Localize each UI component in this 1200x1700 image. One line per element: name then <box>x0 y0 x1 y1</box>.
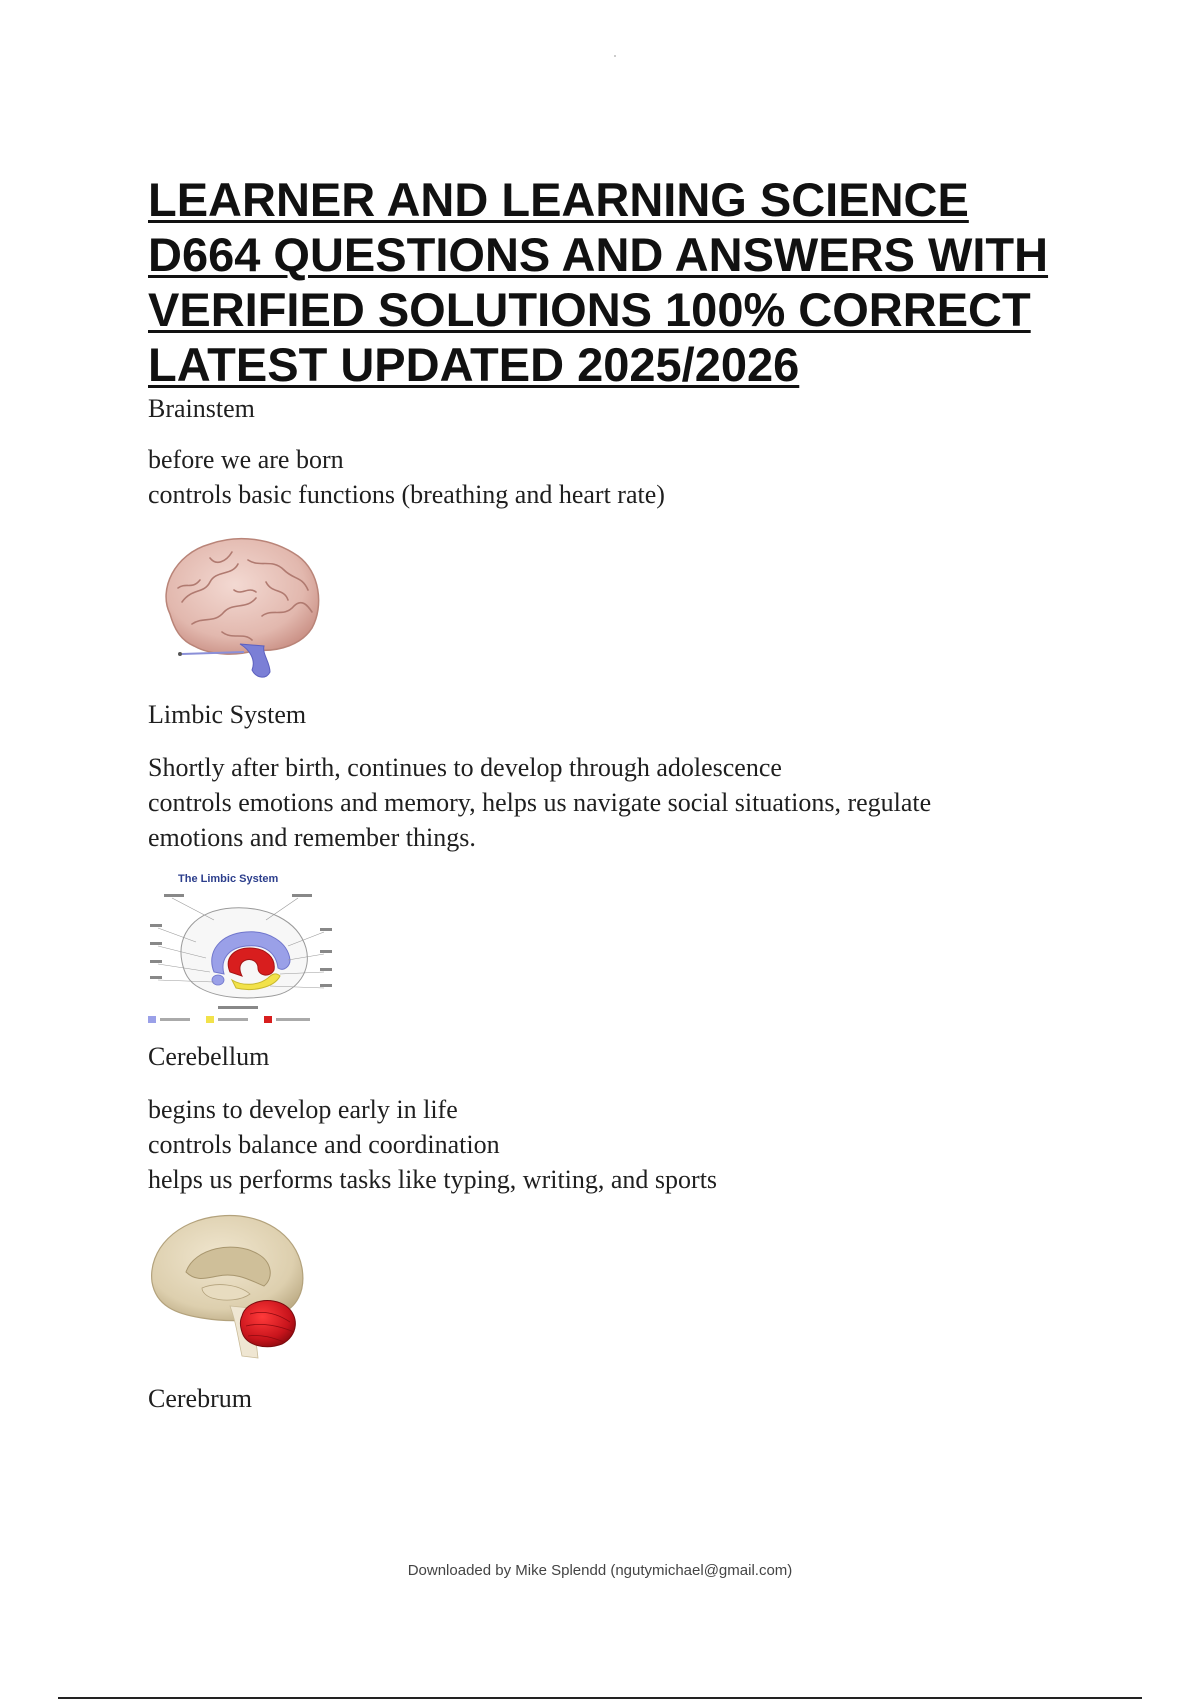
brain-brainstem-illustration-icon <box>152 532 328 687</box>
title-line: VERIFIED SOLUTIONS 100% CORRECT <box>148 283 1031 336</box>
definition-limbic-system <box>148 750 1048 855</box>
definition-line: begins to develop early in life <box>148 1095 458 1124</box>
definition-line: controls balance and coordination <box>148 1130 500 1159</box>
document-title <box>148 172 1088 392</box>
term-cerebellum: Cerebellum <box>148 1042 270 1071</box>
term-brainstem: Brainstem <box>148 394 255 423</box>
definition-cerebellum <box>148 1092 1048 1197</box>
title-line: LATEST UPDATED 2025/2026 <box>148 338 800 391</box>
title-line: LEARNER AND LEARNING SCIENCE <box>148 173 969 226</box>
brain-cerebellum-illustration-icon <box>146 1210 312 1371</box>
definition-line: controls emotions and memory, helps us navigate social situations, regulate <box>148 788 932 817</box>
definition-line: helps us performs tasks like typing, writing, and sports <box>148 1165 718 1194</box>
limbic-figure-title: The Limbic System <box>178 873 279 885</box>
definition-line: before we are born <box>148 445 344 474</box>
definition-brainstem <box>148 442 1048 512</box>
download-footer: Downloaded by Mike Splendd (ngutymichael@gmail.com) <box>407 1562 793 1579</box>
definition-line: emotions and remember things. <box>148 823 476 852</box>
term-limbic-system: Limbic System <box>148 700 307 729</box>
limbic-system-diagram-icon <box>148 868 334 1033</box>
definition-line: controls basic functions (breathing and heart rate) <box>148 480 665 509</box>
scan-artifact <box>614 55 616 57</box>
page-bottom-rule <box>58 1697 1142 1699</box>
title-line: D664 QUESTIONS AND ANSWERS WITH <box>148 228 1049 281</box>
term-cerebrum: Cerebrum <box>148 1384 252 1413</box>
definition-line: Shortly after birth, continues to develop through adolescence <box>148 753 782 782</box>
